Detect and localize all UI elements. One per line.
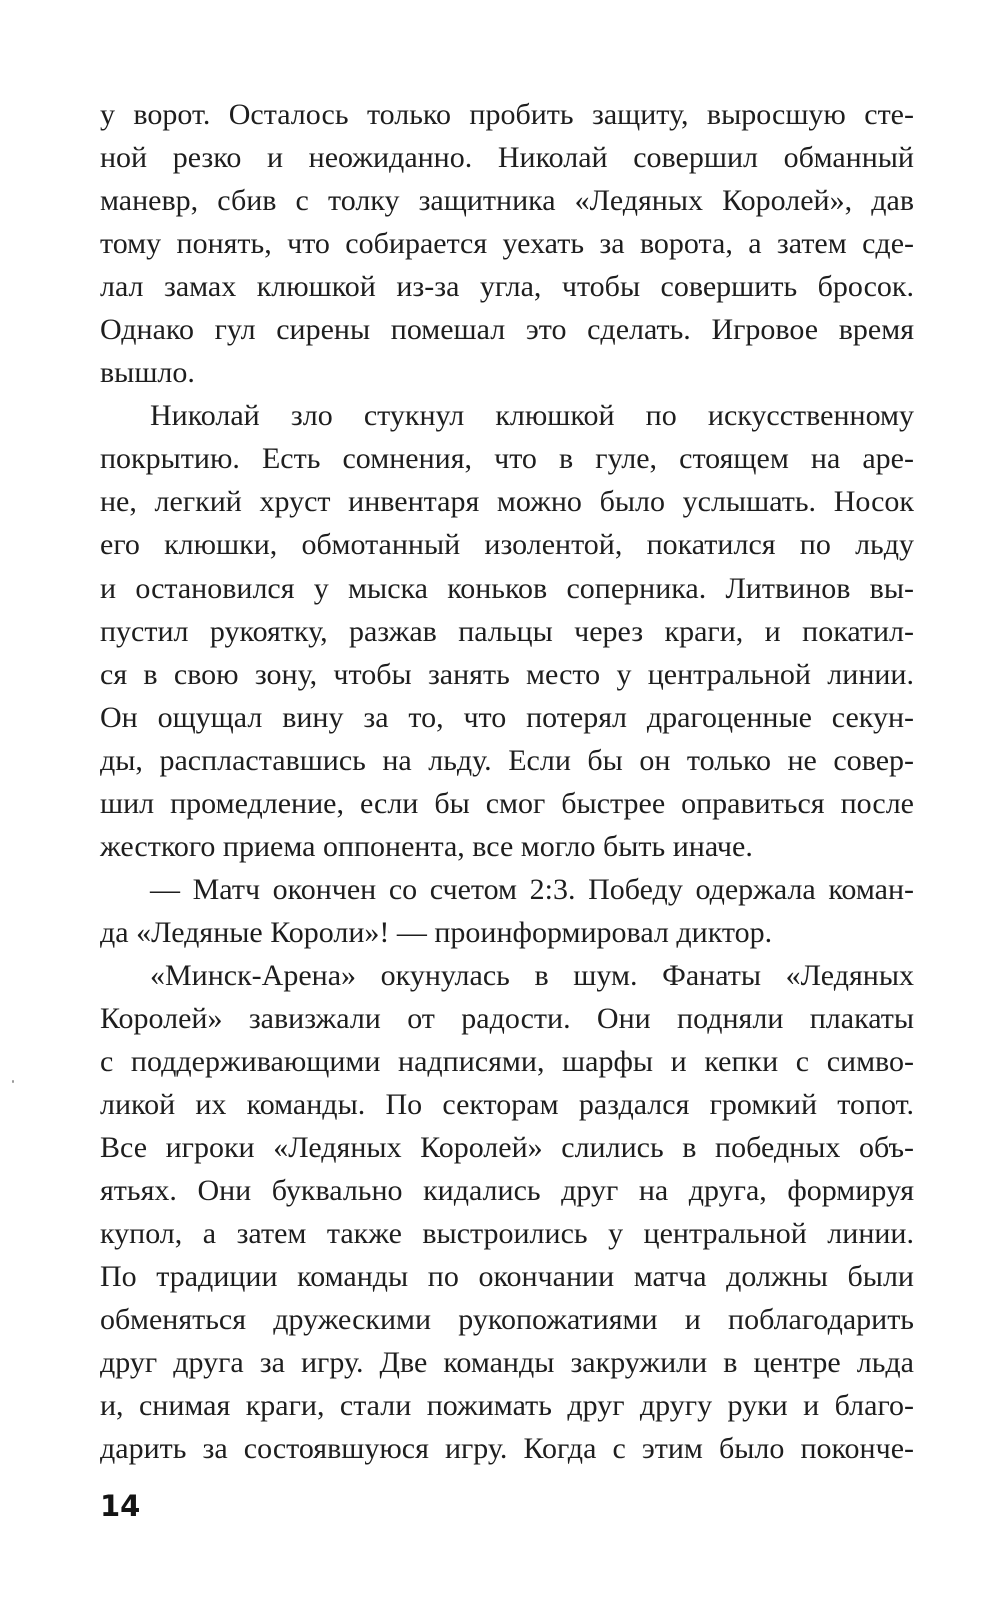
text-line: шил промедление, если бы смог быстрее оправиться после (100, 786, 914, 820)
text-line: «Минск-Арена» окунулась в шум. Фанаты «Ледяных (150, 958, 914, 992)
text-line: обменяться дружескими рукопожатиями и поблагодарить (100, 1303, 914, 1337)
text-line: вышло. (100, 356, 195, 390)
text-line: да «Ледяные Короли»! — проинформировал диктор. (100, 915, 773, 949)
text-line: лал замах клюшкой из-за угла, чтобы совершить бросок. (100, 270, 914, 304)
text-line: ся в свою зону, чтобы занять место у центральной линии. (100, 657, 914, 691)
text-line: Однако гул сирены помешал это сделать. Игровое время (100, 313, 914, 347)
scan-speck (12, 1080, 14, 1083)
text-line: ды, распластавшись на льду. Если бы он только не совер- (100, 743, 914, 777)
text-line: купол, а затем также выстроились у центральной линии. (100, 1217, 914, 1251)
text-line: По традиции команды по окончании матча должны были (100, 1260, 914, 1294)
text-line: у ворот. Осталось только пробить защиту, выросшую сте- (100, 98, 914, 131)
text-line: ной резко и неожиданно. Николай совершил обманный (100, 141, 914, 175)
text-line: дарить за состоявшуюся игру. Когда с этим было поконче- (100, 1432, 914, 1466)
text-line: Все игроки «Ледяных Королей» слились в победных объ- (100, 1131, 914, 1165)
paragraph (100, 394, 914, 868)
text-line: не, легкий хруст инвентаря можно было услышать. Носок (100, 485, 914, 519)
page-number: 14 (100, 1489, 141, 1523)
text-line: Николай зло стукнул клюшкой по искусственному (150, 399, 914, 433)
text-line: Он ощущал вину за то, что потерял драгоценные секун- (100, 700, 914, 734)
text-line: друг друга за игру. Две команды закружили в центре льда (100, 1346, 914, 1380)
text-line: с поддерживающими надписями, шарфы и кепки с симво- (100, 1045, 914, 1079)
text-line: ятьях. Они буквально кидались друг на друга, формируя (100, 1174, 914, 1208)
text-line: и, снимая краги, стали пожимать друг другу руки и благо- (100, 1389, 914, 1423)
paragraph (100, 93, 914, 394)
text-line: тому понять, что собирается уехать за ворота, а затем сде- (100, 227, 914, 261)
text-line: покрытию. Есть сомнения, что в гуле, стоящем на аре- (100, 442, 914, 476)
paragraph (100, 954, 914, 1471)
text-line: — Матч окончен со счетом 2:3. Победу одержала коман- (150, 872, 914, 906)
text-line: маневр, сбив с толку защитника «Ледяных Королей», дав (100, 184, 914, 218)
text-line: Королей» завизжали от радости. Они подняли плакаты (100, 1001, 914, 1035)
text-line: пустил рукоятку, разжав пальцы через краги, и покатил- (100, 614, 914, 648)
text-line: и остановился у мыска коньков соперника. Литвинов вы- (100, 571, 914, 605)
text-line: его клюшки, обмотанный изолентой, покатился по льду (100, 528, 914, 562)
paragraph (100, 868, 914, 954)
text-line: жесткого приема оппонента, все могло быть иначе. (100, 829, 753, 863)
body-text (100, 93, 914, 1471)
text-line: ликой их команды. По секторам раздался громкий топот. (100, 1088, 914, 1122)
